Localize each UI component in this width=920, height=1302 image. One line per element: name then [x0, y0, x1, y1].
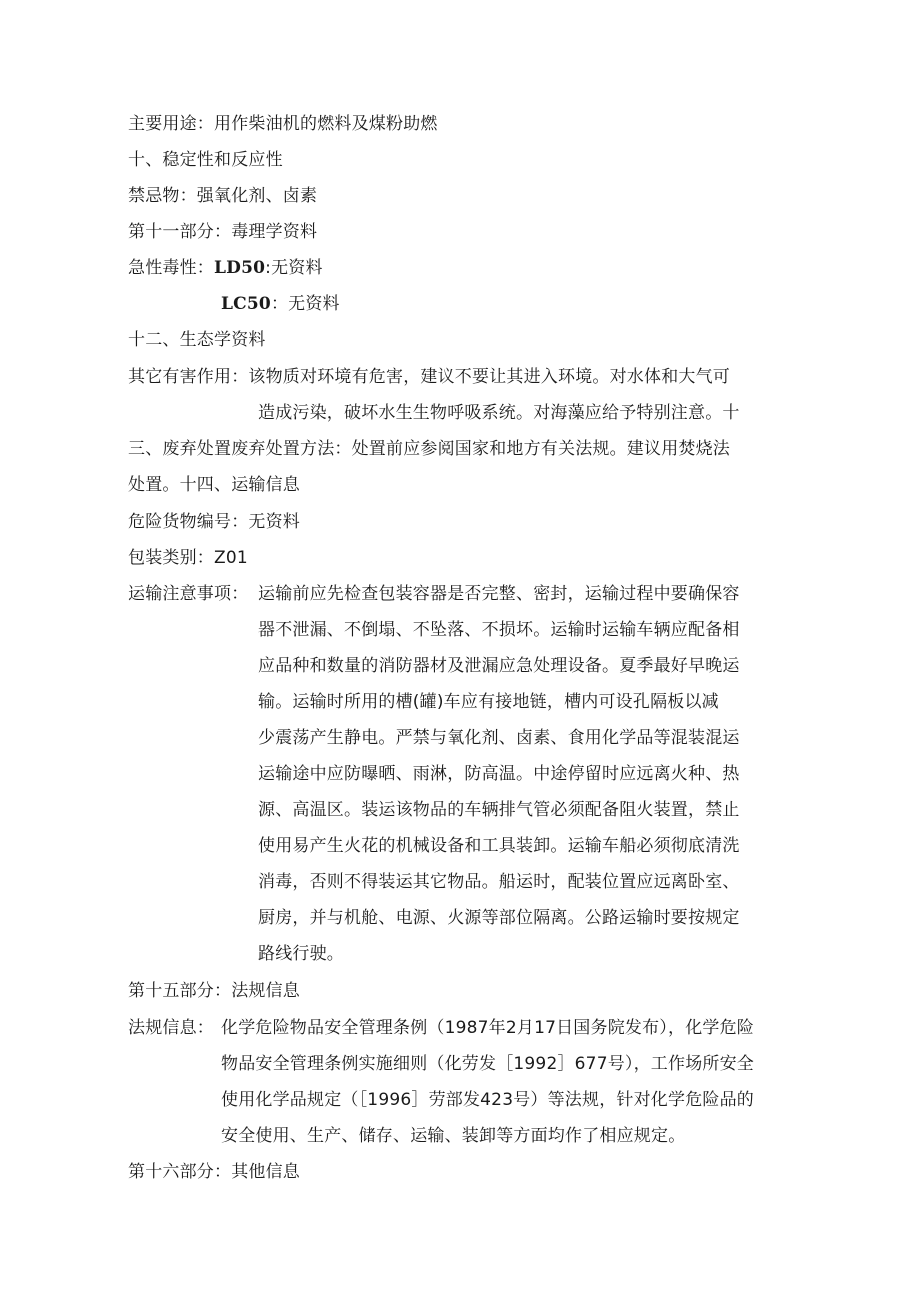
incompatibles-line: 禁忌物：强氧化剂、卤素: [128, 186, 318, 206]
section-16-title: 第十六部分：其他信息: [128, 1162, 300, 1182]
transport-line: 运输途中应防曝晒、雨淋，防高温。中途停留时应远离火种、热: [258, 764, 740, 784]
transport-line: 应品种和数量的消防器材及泄漏应急处理设备。夏季最好早晚运: [258, 656, 740, 676]
transport-line: 厨房，并与机舱、电源、火源等部位隔离。公路运输时要按规定: [258, 908, 740, 928]
un-number-line: 危险货物编号：无资料: [128, 512, 300, 532]
lc50-line: [221, 293, 340, 315]
ld50-value: :无资料: [265, 258, 323, 278]
transport-line: 使用易产生火花的机械设备和工具装卸。运输车船必须彻底清洗: [258, 836, 740, 856]
regulations-line: 物品安全管理条例实施细则（化劳发［1992］677号），工作场所安全: [221, 1054, 755, 1074]
lc50-value: ：无资料: [270, 294, 340, 314]
regulations-line: 安全使用、生产、储存、运输、装卸等方面均作了相应规定。: [221, 1126, 686, 1146]
section-10-title: 十、稳定性和反应性: [128, 150, 283, 170]
regulations-line: 使用化学品规定（［1996］劳部发423号）等法规，针对化学危险品的: [221, 1090, 755, 1110]
transport-line: 消毒，否则不得装运其它物品。船运时，配装位置应远离卧室、: [258, 872, 740, 892]
regulations-label: 法规信息：: [128, 1018, 214, 1038]
transport-line: 运输前应先检查包装容器是否完整、密封，运输过程中要确保容: [258, 584, 740, 604]
lc50-label: LC50: [221, 294, 271, 314]
packing-group-line: 包装类别：Z01: [128, 548, 248, 568]
section-12-title: 十二、生态学资料: [128, 330, 266, 350]
transport-line: 源、高温区。装运该物品的车辆排气管必须配备阻火装置，禁止: [258, 800, 740, 820]
transport-line: 路线行驶。: [258, 944, 344, 964]
transport-label: 运输注意事项：: [128, 584, 249, 604]
transport-line: 输。运输时所用的槽(罐)车应有接地链，槽内可设孔隔板以减: [258, 692, 719, 712]
disposal-line-2: 处置。十四、运输信息: [128, 475, 300, 495]
section-15-title: 第十五部分：法规信息: [128, 981, 300, 1001]
other-harm-line-2: 造成污染，破坏水生生物呼吸系统。对海藻应给予特别注意。十: [258, 403, 740, 423]
transport-line: 少震荡产生静电。严禁与氧化剂、卤素、食用化学品等混装混运: [258, 728, 740, 748]
acute-toxicity-label: 急性毒性：: [128, 258, 214, 278]
section-11-title: 第十一部分：毒理学资料: [128, 222, 318, 242]
acute-toxicity-line: [128, 257, 323, 279]
regulations-line: 化学危险物品安全管理条例（1987年2月17日国务院发布），化学危险: [221, 1018, 755, 1038]
disposal-line-1: 三、废弃处置废弃处置方法：处置前应参阅国家和地方有关法规。建议用焚烧法: [128, 439, 730, 459]
main-use-line: 主要用途：用作柴油机的燃料及煤粉助燃: [128, 114, 438, 134]
other-harm-line-1: 其它有害作用：该物质对环境有危害，建议不要让其进入环境。对水体和大气可: [128, 367, 730, 387]
transport-line: 器不泄漏、不倒塌、不坠落、不损坏。运输时运输车辆应配备相: [258, 620, 740, 640]
ld50-label: LD50: [214, 258, 266, 278]
